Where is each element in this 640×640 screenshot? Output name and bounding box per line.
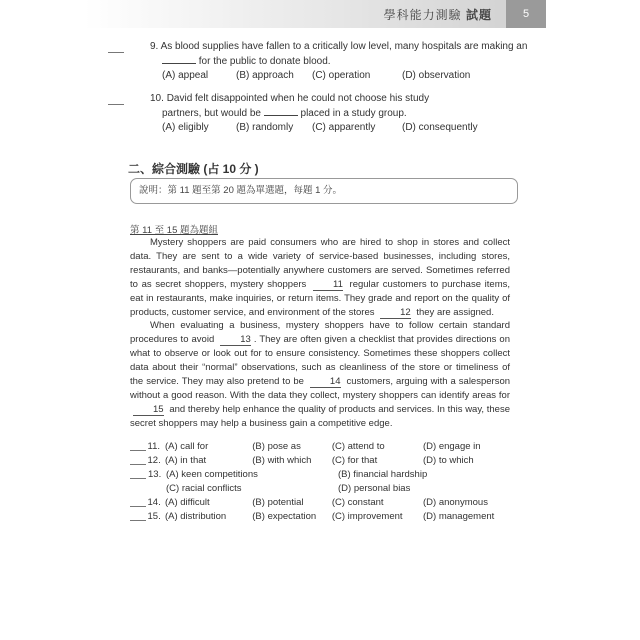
section-title: 二、綜合測驗 (占 10 分 ) bbox=[128, 162, 259, 176]
answer-blank bbox=[130, 510, 146, 521]
fill-blank bbox=[264, 106, 298, 116]
passage-text: and thereby help enhance the quality of products and services. In this way, these secret shoppers may help a business gain a competitive edge. bbox=[130, 403, 510, 429]
passage-text: regular customers to purchase items, eat in restaurants, make inquiries, or return items. They grade and report on the quality of products, customer service, and environment of the stores bbox=[130, 278, 511, 318]
option-a: (A) appeal bbox=[162, 70, 209, 81]
question-text: for the public to donate blood. bbox=[198, 56, 331, 67]
answer-blank bbox=[130, 468, 146, 479]
answer-blank bbox=[108, 94, 124, 105]
passage-text: customers, arguing with a salesperson without a good reason. With the data they collect, mystery shoppers can identify areas for bbox=[130, 376, 511, 401]
option-a: (A) in that bbox=[164, 455, 207, 466]
question-text: David felt disappointed when he could not choose his study bbox=[166, 93, 430, 104]
options bbox=[162, 69, 548, 83]
option-a: (A) eligibly bbox=[162, 122, 209, 133]
answer-row-12 bbox=[130, 454, 520, 468]
option-a: (A) difficult bbox=[164, 497, 210, 508]
spacer bbox=[130, 482, 148, 496]
answer-row-15 bbox=[130, 510, 520, 524]
option-a: (A) call for bbox=[164, 441, 209, 452]
question-number bbox=[148, 482, 166, 496]
answer-row-13 bbox=[130, 468, 520, 482]
question-number: 13. bbox=[148, 469, 162, 480]
option-b: (B) expectation bbox=[252, 511, 317, 522]
header-title bbox=[384, 6, 492, 23]
option-c: (C) for that bbox=[331, 455, 378, 466]
question-number: 9. bbox=[150, 41, 159, 52]
exam-page bbox=[84, 0, 546, 640]
option-b: (B) approach bbox=[236, 70, 294, 81]
option-b: (B) potential bbox=[252, 497, 304, 508]
option-d: (D) to which bbox=[423, 455, 474, 466]
gap-14: 14 bbox=[310, 376, 341, 388]
option-d: (D) personal bias bbox=[338, 483, 411, 494]
option-b: (B) randomly bbox=[236, 122, 294, 133]
question-number: 14. bbox=[147, 497, 161, 508]
paragraph-2 bbox=[130, 319, 510, 430]
question-text: As blood supplies have fallen to a critically low level, many hospitals are making an bbox=[160, 41, 528, 52]
option-c: (C) constant bbox=[331, 497, 384, 508]
answer-options bbox=[130, 440, 520, 524]
passage-text: they are assigned. bbox=[416, 306, 494, 318]
gap-15: 15 bbox=[133, 404, 164, 416]
option-c: (C) improvement bbox=[331, 511, 403, 522]
option-a: (A) keen competitions bbox=[166, 469, 258, 480]
answer-blank bbox=[130, 454, 146, 465]
gap-13: 13 bbox=[220, 334, 251, 346]
question-9 bbox=[128, 40, 548, 83]
option-a: (A) distribution bbox=[164, 511, 227, 522]
question-text: partners, but would be bbox=[162, 108, 261, 119]
options bbox=[162, 121, 548, 135]
option-b: (B) financial hardship bbox=[338, 469, 428, 480]
option-d: (D) engage in bbox=[423, 441, 481, 452]
question-number: 15. bbox=[147, 511, 161, 522]
header-title-suffix: 試題 bbox=[465, 8, 492, 22]
gap-11: 11 bbox=[313, 279, 343, 291]
instructions-box: 說明：第 11 題至第 20 題為單選題，每題 1 分。 bbox=[130, 178, 518, 204]
question-text: placed in a study group. bbox=[300, 108, 407, 119]
option-c: (C) apparently bbox=[312, 122, 376, 133]
page-header bbox=[84, 0, 546, 28]
passage-text: . They are often given a checklist that provides directions on what to observe or look out for to ensure consistency. Sometimes these shoppers collect data about their “normal” observations, such as cleanliness of the store or timeliness of the service. They may also pretend to be bbox=[130, 334, 510, 388]
question-group-label: 第 11 至 15 題為題組 bbox=[130, 225, 218, 236]
answer-blank bbox=[130, 440, 146, 451]
answer-blank bbox=[108, 42, 124, 53]
option-c: (C) attend to bbox=[331, 441, 385, 452]
answer-row-13-cont bbox=[130, 482, 520, 496]
option-d: (D) observation bbox=[402, 70, 471, 81]
answer-row-11 bbox=[130, 440, 520, 454]
option-d: (D) anonymous bbox=[423, 497, 488, 508]
option-c: (C) operation bbox=[312, 70, 371, 81]
answer-row-14 bbox=[130, 496, 520, 510]
question-number: 11. bbox=[147, 441, 161, 452]
fill-blank bbox=[162, 54, 196, 64]
gap-12: 12 bbox=[380, 307, 411, 319]
paragraph-1 bbox=[130, 236, 510, 319]
option-b: (B) with which bbox=[252, 455, 312, 466]
option-c: (C) racial conflicts bbox=[166, 483, 242, 494]
page-number: 5 bbox=[506, 0, 546, 28]
question-10 bbox=[128, 92, 548, 135]
option-d: (D) management bbox=[423, 511, 495, 522]
question-number: 12. bbox=[147, 455, 161, 466]
option-b: (B) pose as bbox=[252, 441, 301, 452]
question-number: 10. bbox=[150, 93, 164, 104]
reading-passage bbox=[130, 236, 510, 431]
option-d: (D) consequently bbox=[402, 122, 478, 133]
passage-text: Mystery shoppers are paid consumers who are hired to shop in stores and collect data. They are sent to a wide variety of service-based businesses, including stores, restaurants, and banks—potentially anywhere customers are served. Sometimes referred to as secret shoppers, mystery shoppers bbox=[130, 237, 510, 290]
passage-text: When evaluating a business, mystery shoppers have to follow certain standard procedures to avoid bbox=[130, 320, 510, 346]
answer-blank bbox=[130, 496, 146, 507]
header-title-prefix: 學科能力測驗 bbox=[383, 8, 462, 22]
